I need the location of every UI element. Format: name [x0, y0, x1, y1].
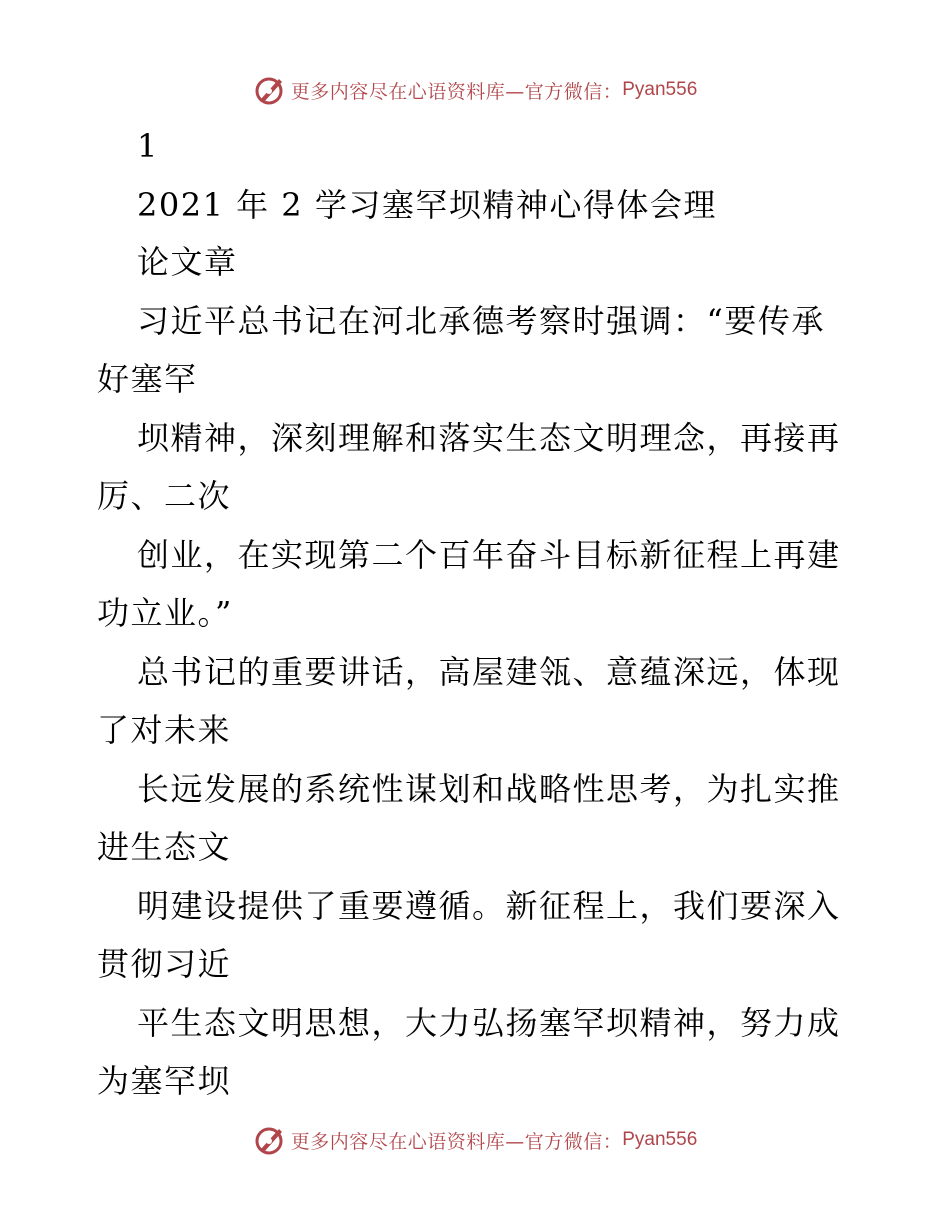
body-line: 总书记的重要讲话，高屋建瓴、意蕴深远，体现	[137, 653, 841, 691]
body-line: 创业，在实现第二个百年奋斗目标新征程上再建	[137, 536, 841, 574]
body-line: 厉、二次	[97, 477, 232, 515]
body-line: 贯彻习近	[97, 945, 232, 983]
body-line: 坝精神，深刻理解和落实生态文明理念，再接再	[137, 419, 841, 457]
body-line: 明建设提供了重要遵循。新征程上，我们要深入	[137, 887, 841, 925]
body-line: 长远发展的系统性谋划和战略性思考，为扎实推	[137, 770, 841, 808]
body-line: 好塞罕	[97, 360, 198, 398]
body-line: 习近平总书记在河北承德考察时强调：“要传承	[137, 302, 825, 340]
body-line: 了对未来	[97, 711, 232, 749]
pen-logo-icon	[253, 73, 287, 107]
page-number: 1	[137, 127, 159, 165]
watermark-text: 更多内容尽在心语资料库—官方微信：	[290, 1130, 623, 1153]
document-title-line-2: 论文章	[137, 243, 238, 281]
watermark-header	[0, 70, 950, 110]
body-line: 功立业。”	[97, 594, 233, 632]
body-line: 为塞罕坝	[97, 1062, 232, 1100]
document-title-line-1: 2021 年 2 学习塞罕坝精神心得体会理	[137, 186, 717, 224]
body-line: 进生态文	[97, 828, 232, 866]
watermark-wechat-id: Pyan556	[622, 79, 698, 100]
watermark-text: 更多内容尽在心语资料库—官方微信：	[290, 80, 623, 103]
pen-logo-icon	[253, 1123, 287, 1157]
watermark-wechat-id: Pyan556	[622, 1129, 698, 1150]
body-line: 平生态文明思想，大力弘扬塞罕坝精神，努力成	[137, 1004, 841, 1042]
watermark-footer	[0, 1120, 950, 1160]
